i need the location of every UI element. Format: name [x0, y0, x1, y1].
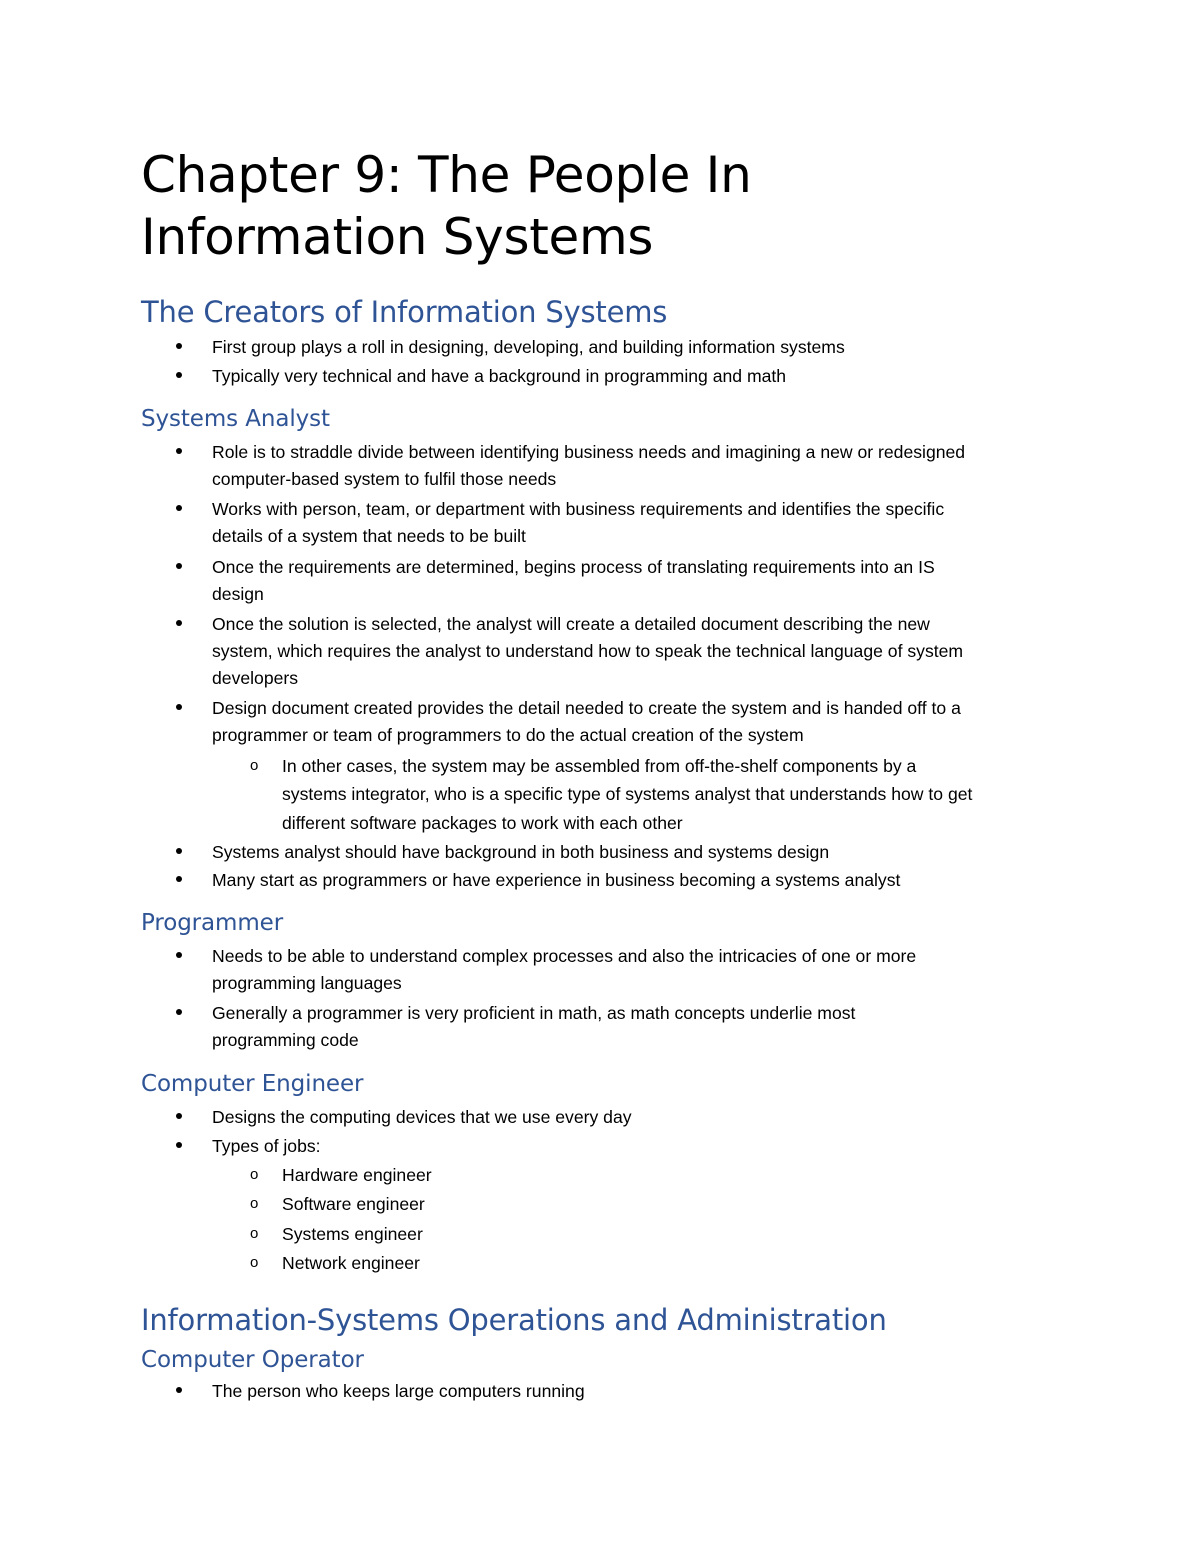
bullet-icon: [176, 848, 182, 854]
bullet-icon: [176, 1387, 182, 1393]
list-item: Many start as programmers or have experience in business becoming a systems analyst: [212, 870, 901, 890]
list-item-continuation: details of a system that needs to be built: [212, 526, 526, 546]
list-item-continuation: system, which requires the analyst to understand how to speak the technical language of system: [212, 641, 964, 661]
list-item: Designs the computing devices that we use every day: [212, 1107, 632, 1127]
list-item-continuation: developers: [212, 668, 299, 688]
sub-bullet-icon: o: [250, 1254, 259, 1271]
list-item: The person who keeps large computers running: [212, 1381, 585, 1401]
page-title-line-2: Information Systems: [141, 208, 654, 266]
bullet-icon: [176, 372, 182, 378]
bullet-icon: [176, 448, 182, 454]
bullet-icon: [176, 505, 182, 511]
list-item: Works with person, team, or department with business requirements and identifies the specific: [212, 499, 945, 519]
list-item-continuation: programmer or team of programmers to do the actual creation of the system: [212, 725, 804, 745]
sub-list-item-continuation: systems integrator, who is a specific type of systems analyst that understands how to get: [282, 784, 973, 804]
bullet-icon: [176, 952, 182, 958]
sub-list-item-continuation: different software packages to work with each other: [282, 813, 683, 833]
list-item: Generally a programmer is very proficient in math, as math concepts underlie most: [212, 1003, 856, 1023]
sub-bullet-icon: o: [250, 1195, 259, 1212]
heading-creators: The Creators of Information Systems: [141, 295, 668, 329]
bullet-icon: [176, 704, 182, 710]
list-item: Once the requirements are determined, begins process of translating requirements into an IS: [212, 557, 935, 577]
heading-computer-engineer: Computer Engineer: [141, 1071, 364, 1097]
page-title-line-1: Chapter 9: The People In: [141, 146, 752, 204]
list-item: Typically very technical and have a background in programming and math: [212, 366, 787, 386]
list-item: Needs to be able to understand complex processes and also the intricacies of one or more: [212, 946, 917, 966]
bullet-icon: [176, 563, 182, 569]
heading-computer-operator: Computer Operator: [141, 1347, 364, 1373]
list-item: Role is to straddle divide between identifying business needs and imagining a new or redesigned: [212, 442, 966, 462]
sub-list-item: Hardware engineer: [282, 1165, 432, 1185]
heading-systems-analyst: Systems Analyst: [141, 406, 330, 432]
list-item-continuation: programming code: [212, 1030, 359, 1050]
list-item-continuation: computer-based system to fulfil those needs: [212, 469, 557, 489]
bullet-icon: [176, 1142, 182, 1148]
list-item: Systems analyst should have background in both business and systems design: [212, 842, 830, 862]
list-item-continuation: programming languages: [212, 973, 402, 993]
heading-is-operations: Information-Systems Operations and Administration: [141, 1303, 887, 1337]
list-item: First group plays a roll in designing, developing, and building information systems: [212, 337, 845, 357]
list-item: Types of jobs:: [212, 1136, 321, 1156]
sub-bullet-icon: o: [250, 1225, 259, 1242]
bullet-icon: [176, 1113, 182, 1119]
sub-list-item: In other cases, the system may be assembled from off-the-shelf components by a: [282, 756, 917, 776]
heading-programmer: Programmer: [141, 910, 284, 936]
list-item-continuation: design: [212, 584, 264, 604]
bullet-icon: [176, 1009, 182, 1015]
list-item: Once the solution is selected, the analyst will create a detailed document describing the new: [212, 614, 930, 634]
sub-bullet-icon: o: [250, 757, 259, 774]
sub-list-item: Network engineer: [282, 1253, 420, 1273]
sub-list-item: Software engineer: [282, 1194, 425, 1214]
list-item: Design document created provides the detail needed to create the system and is handed off to a: [212, 698, 961, 718]
bullet-icon: [176, 620, 182, 626]
bullet-icon: [176, 343, 182, 349]
sub-bullet-icon: o: [250, 1166, 259, 1183]
sub-list-item: Systems engineer: [282, 1224, 423, 1244]
bullet-icon: [176, 876, 182, 882]
